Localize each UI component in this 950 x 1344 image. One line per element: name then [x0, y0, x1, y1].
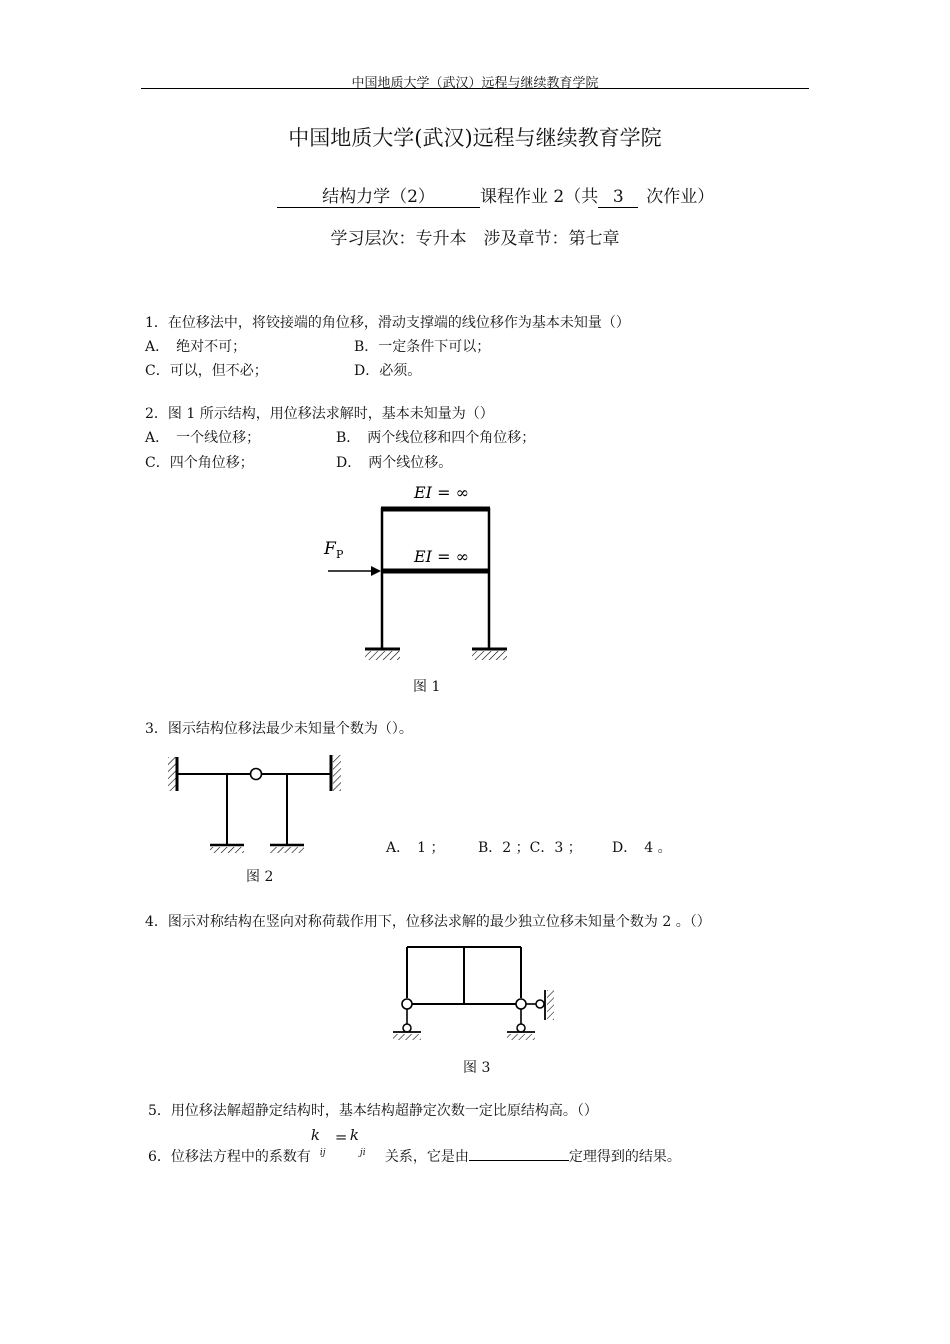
figure-2-frame [165, 753, 355, 853]
assignment-label: 课程作业 2（共 [480, 187, 599, 207]
assignment-suffix: 次作业） [646, 187, 715, 207]
question-2-stem: 2．图 1 所示结构，用位移法求解时，基本未知量为（） [145, 406, 494, 422]
level-line: 学习层次：专升本 涉及章节：第七章 [330, 229, 620, 249]
figure-1-caption: 图 1 [413, 679, 441, 695]
top-beam-label: EI = ∞ [414, 483, 469, 502]
question-3-option-d: D． 4 。 [612, 840, 672, 856]
question-1-option-c: C．可以，但不必； [145, 363, 268, 379]
answer-blank[interactable] [469, 1146, 569, 1161]
question-1-stem: 1．在位移法中，将铰接端的角位移，滑动支撑端的线位移作为基本未知量（） [145, 315, 630, 331]
course-line [277, 182, 714, 208]
question-2-option-d: D． 两个线位移。 [336, 455, 453, 471]
question-3-option-bc: B．2 ；C．3 ； [478, 840, 582, 856]
question-2-option-b: B． 两个线位移和四个角位移； [336, 430, 536, 446]
question-6-before: 6．位移法方程中的系数有 [148, 1149, 311, 1165]
question-2-option-a: A． 一个线位移； [145, 430, 261, 446]
assignment-total: 3 [598, 187, 638, 208]
question-3-stem: 3．图示结构位移法最少未知量个数为（）。 [145, 721, 413, 737]
question-4-stem: 4．图示对称结构在竖向对称荷载作用下，位移法求解的最少独立位移未知量个数为 2 。（） [145, 914, 711, 930]
reciprocal-formula: k ij = k ji [310, 1126, 366, 1158]
load-subscript: P [336, 548, 344, 561]
figure-2-caption: 图 2 [246, 869, 274, 885]
hinge [251, 769, 262, 780]
header-rule [141, 88, 809, 89]
question-3-option-a: A． 1 ； [386, 840, 445, 856]
page-title: 中国地质大学(武汉)远程与继续教育学院 [288, 126, 662, 150]
question-5-stem: 5．用位移法解超静定结构时，基本结构超静定次数一定比原结构高。（） [148, 1103, 598, 1119]
left-hinge [402, 999, 412, 1009]
question-6-stem [148, 1126, 681, 1166]
figure-1-frame [310, 478, 530, 668]
question-2-option-c: C．四个角位移； [145, 455, 254, 471]
right-hinge [516, 999, 526, 1009]
course-name: 结构力学（2） [277, 182, 480, 208]
load-label: F [324, 539, 336, 559]
question-1-option-d: D．必须。 [354, 363, 422, 379]
running-header: 中国地质大学（武汉）远程与继续教育学院 [351, 76, 599, 91]
question-1-option-a: A． 绝对不可； [145, 339, 247, 355]
middle-beam-label: EI = ∞ [414, 547, 469, 566]
question-6-after: 关系，它是由 [384, 1149, 469, 1165]
question-6-end: 定理得到的结果。 [568, 1149, 681, 1165]
figure-3-caption: 图 3 [463, 1060, 491, 1076]
figure-3-frame [385, 940, 565, 1040]
question-1-option-b: B．一定条件下可以； [354, 339, 491, 355]
